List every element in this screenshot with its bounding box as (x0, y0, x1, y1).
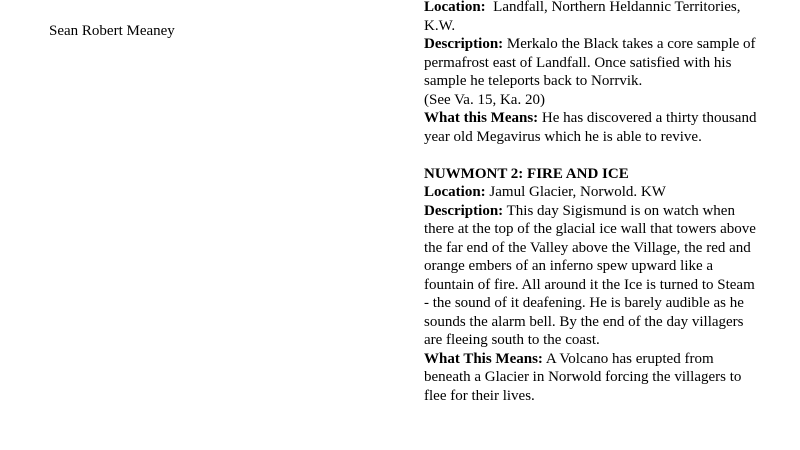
description-value: This day Sigismund is on watch when there at the top of the glacial ice wall that towers above the far end of the Valley above the Village, the red and orange embers of an inferno spew upward like a fountain of fire. All around it the Ice is turned to Steam - the sound of it deafening. He is barely audible as he sounds the alarm bell. By the end of the day villagers are fleeing south to the coast. (424, 202, 756, 348)
location-label: Location: (424, 0, 486, 15)
entry2-heading (424, 165, 759, 184)
description-label: Description: (424, 36, 504, 52)
entry2-meaning (424, 350, 759, 406)
meaning-value: He has discovered a thirty thousand year old Megavirus which he is able to revive. (424, 110, 757, 145)
entry2-location (424, 183, 759, 202)
paragraph-gap (424, 146, 759, 165)
description-value: Merkalo the Black takes a core sample of permafrost east of Landfall. Once satisfied with his sample he teleports back to Norrvik. (424, 36, 756, 89)
entry1-description (424, 35, 759, 91)
location-label: Location: (424, 184, 486, 200)
location-value: Landfall, Northern Heldannic Territories, K.W. (424, 0, 741, 34)
section-heading: NUWMONT 2: FIRE AND ICE (424, 165, 629, 182)
meaning-label: What this Means: (424, 110, 539, 126)
author-name: Sean Robert Meaney (49, 23, 175, 39)
entry-column (424, 0, 759, 405)
entry1-reference: (See Va. 15, Ka. 20) (424, 91, 545, 108)
entry2-description (424, 202, 759, 350)
location-value: Jamul Glacier, Norwold. KW (489, 184, 666, 200)
meaning-label: What This Means: (424, 350, 543, 367)
entry1-location (424, 0, 759, 35)
entry1-meaning (424, 109, 759, 146)
meaning-value: A Volcano has erupted from beneath a Glacier in Norwold forcing the villagers to flee for their lives. (424, 350, 742, 404)
description-label: Description: (424, 202, 504, 219)
